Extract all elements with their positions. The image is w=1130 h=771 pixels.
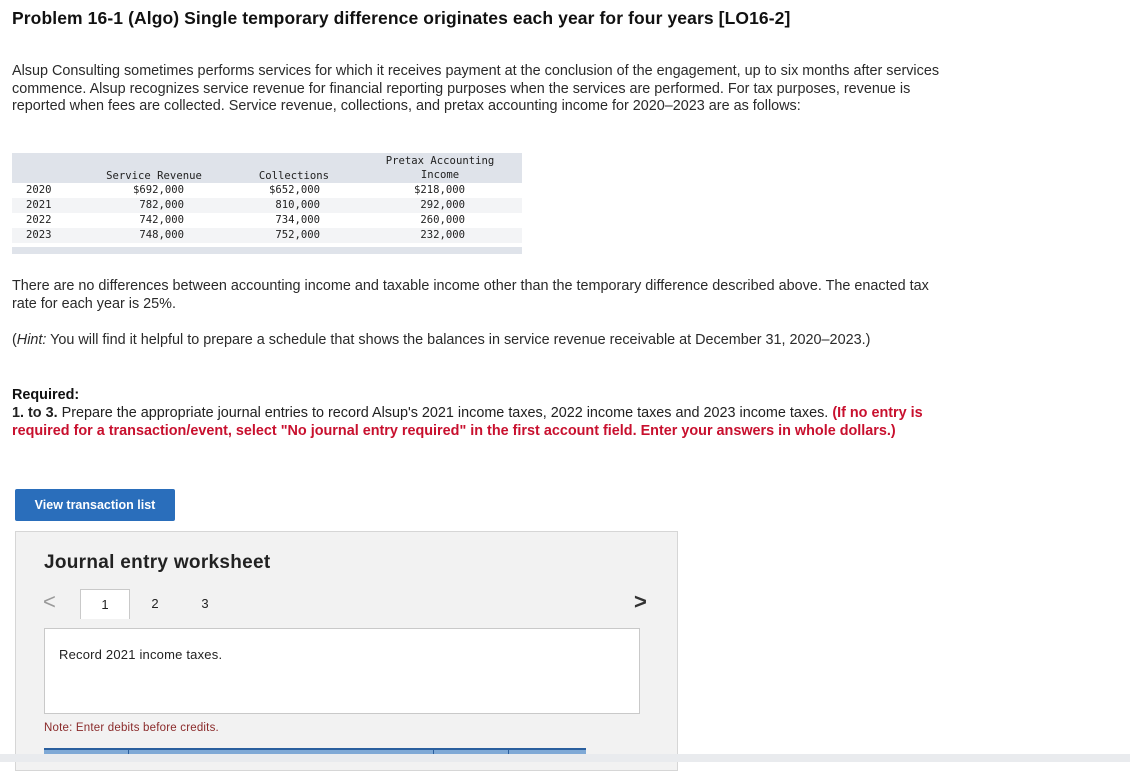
pretax-cell: 292,000 xyxy=(420,199,465,211)
revenue-cell: 748,000 xyxy=(139,229,184,241)
required-heading: Required: xyxy=(12,387,80,403)
collections-cell: 810,000 xyxy=(275,199,320,211)
entry-description-box xyxy=(44,628,640,714)
year-cell: 2022 xyxy=(26,214,52,226)
header-service-revenue: Service Revenue xyxy=(106,170,202,182)
table-header xyxy=(12,153,522,183)
journal-entry-worksheet xyxy=(15,531,678,771)
header-pretax-line1: Pretax Accounting xyxy=(385,155,495,167)
tab-2[interactable]: 2 xyxy=(151,596,159,611)
worksheet-note: Note: Enter debits before credits. xyxy=(44,722,219,734)
bottom-strip xyxy=(0,754,1130,762)
data-table xyxy=(12,153,522,254)
collections-cell: 752,000 xyxy=(275,229,320,241)
pretax-cell: 260,000 xyxy=(420,214,465,226)
year-cell: 2023 xyxy=(26,229,52,241)
required-instruction: (If no entry is required for a transaction/event, select "No journal entry required" in the first account field. Enter your answers in whole dollars.) xyxy=(12,405,923,439)
table-row xyxy=(12,183,522,198)
tab-1[interactable]: 1 xyxy=(80,589,130,619)
pretax-cell: $218,000 xyxy=(413,184,465,196)
hint-text: (Hint: You will find it helpful to prepare a schedule that shows the balances in service revenue receivable at December 31, 2020–2023.) xyxy=(12,332,871,348)
required-text xyxy=(12,404,952,440)
collections-cell: 734,000 xyxy=(275,214,320,226)
year-cell: 2021 xyxy=(26,199,52,211)
worksheet-title: Journal entry worksheet xyxy=(44,552,271,573)
required-body: Prepare the appropriate journal entries to record Alsup's 2021 income taxes, 2022 income taxes and 2023 income taxes. xyxy=(57,405,833,421)
table-row xyxy=(12,213,522,228)
revenue-cell: 782,000 xyxy=(139,199,184,211)
required-number: 1. to 3. xyxy=(12,405,58,421)
chevron-right-icon[interactable]: > xyxy=(634,589,647,614)
problem-intro: Alsup Consulting sometimes performs services for which it receives payment at the conclusion of the engagement, up to six months after services commence. Alsup recognizes service revenue for financial reporting purposes when the services are performed. For tax purposes, revenue is reported when fees are collected. Service revenue, collections, and pretax accounting income for 2020–2023 are as follows: xyxy=(12,63,940,114)
view-transaction-list-button[interactable]: View transaction list xyxy=(15,489,175,521)
header-collections: Collections xyxy=(258,170,330,182)
pretax-cell: 232,000 xyxy=(420,229,465,241)
revenue-cell: 742,000 xyxy=(139,214,184,226)
table-footer xyxy=(12,247,522,254)
year-cell: 2020 xyxy=(26,184,52,196)
problem-title: Problem 16-1 (Algo) Single temporary difference originates each year for four years [LO16-2] xyxy=(12,8,791,28)
table-row xyxy=(12,198,522,213)
hint-label: Hint: xyxy=(16,332,47,348)
header-pretax-line2: Income xyxy=(420,169,460,181)
no-differences-text: There are no differences between accounting income and taxable income other than the temporary difference described above. The enacted tax rate for each year is 25%. xyxy=(12,278,929,312)
chevron-left-icon[interactable]: < xyxy=(43,589,56,614)
hint-body: You will find it helpful to prepare a schedule that shows the balances in service revenue receivable at December 31, 2020–2023.) xyxy=(46,332,871,348)
required-section xyxy=(12,386,952,440)
revenue-cell: $692,000 xyxy=(132,184,184,196)
entry-description: Record 2021 income taxes. xyxy=(59,647,223,662)
tab-3[interactable]: 3 xyxy=(201,596,209,611)
collections-cell: $652,000 xyxy=(268,184,320,196)
table-row xyxy=(12,228,522,243)
